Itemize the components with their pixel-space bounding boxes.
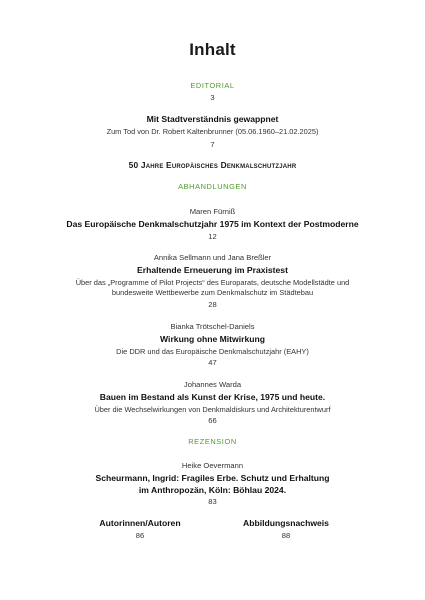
article-author: Johannes Warda <box>183 380 242 389</box>
image-credits-page-number[interactable]: 88 <box>281 531 291 540</box>
image-credits-entry-title[interactable]: Abbildungsnachweis <box>243 518 329 528</box>
section-heading-rezension: REZENSION <box>188 437 237 446</box>
obituary-page-number[interactable]: 7 <box>210 140 215 149</box>
article-title[interactable]: Das Europäische Denkmalschutzjahr 1975 im Kontext der Postmoderne <box>66 219 359 229</box>
article-author: Maren Fürniß <box>189 207 236 216</box>
article-title[interactable]: Wirkung ohne Mitwirkung <box>160 334 265 344</box>
authors-page-number[interactable]: 86 <box>135 531 145 540</box>
review-page-number[interactable]: 83 <box>208 497 217 506</box>
editorial-page-number[interactable]: 3 <box>210 93 215 102</box>
section-heading-abhandlungen: ABHANDLUNGEN <box>178 182 247 191</box>
article-author: Bianka Trötschel-Daniels <box>170 322 255 331</box>
article-page-number[interactable]: 12 <box>208 232 217 241</box>
article-page-number[interactable]: 47 <box>208 358 217 367</box>
article-subtitle-line: bundesweite Wettbewerbe zum Denkmalschutz im Städtebau <box>111 288 314 297</box>
review-title-line[interactable]: im Anthropozän, Köln: Böhlau 2024. <box>138 485 287 495</box>
article-author: Annika Sellmann und Jana Breßler <box>153 253 272 262</box>
article-page-number[interactable]: 28 <box>208 300 217 309</box>
article-title[interactable]: Bauen im Bestand als Kunst der Krise, 1975 und heute. <box>99 392 326 402</box>
article-subtitle-line: Die DDR und das Europäische Denkmalschutzjahr (EAHY) <box>116 347 309 356</box>
article-subtitle-line: Über das „Programme of Pilot Projects“ des Europarats, deutsche Modellstädte und <box>75 278 350 287</box>
section-heading-editorial: EDITORIAL <box>190 81 235 90</box>
review-author: Heike Oevermann <box>181 461 244 470</box>
obituary-title[interactable]: Mit Stadtverständnis gewappnet <box>146 114 279 124</box>
article-page-number[interactable]: 66 <box>208 416 217 425</box>
jubilee-title: 50 Jahre Europäisches Denkmalschutzjahr <box>128 160 297 170</box>
article-title[interactable]: Erhaltende Erneuerung im Praxistest <box>137 265 288 275</box>
article-subtitle-line: Über die Wechselwirkungen von Denkmaldiskurs und Architekturentwurf <box>94 405 331 414</box>
page-title: Inhalt <box>189 40 236 59</box>
authors-entry-title[interactable]: Autorinnen/Autoren <box>99 518 181 528</box>
review-title-line[interactable]: Scheurmann, Ingrid: Fragiles Erbe. Schutz und Erhaltung <box>95 473 330 483</box>
obituary-subtitle: Zum Tod von Dr. Robert Kaltenbrunner (05.06.1960–21.02.2025) <box>106 127 319 136</box>
